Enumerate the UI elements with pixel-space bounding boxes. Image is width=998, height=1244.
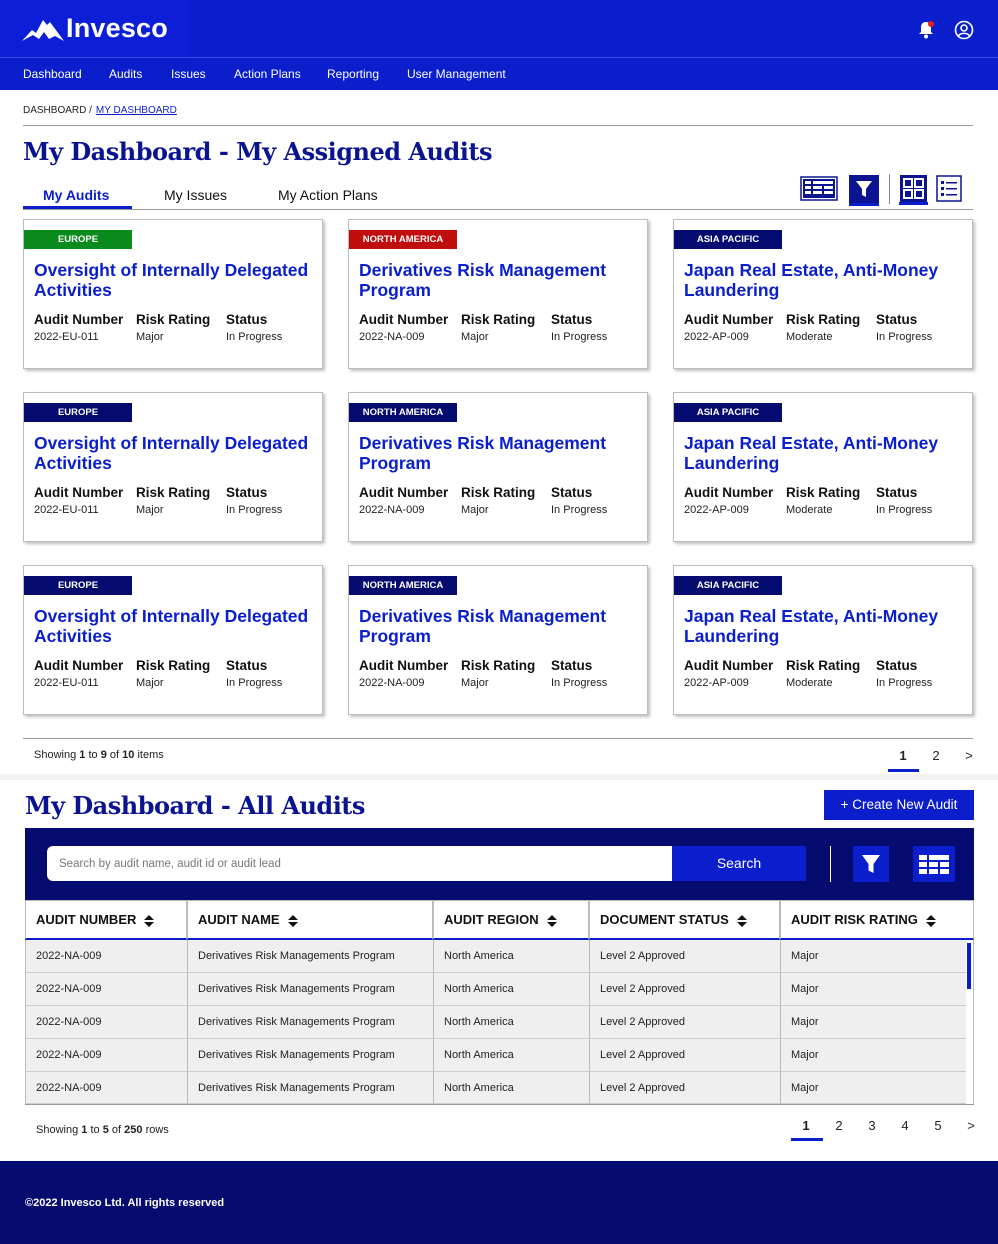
status-value: In Progress bbox=[551, 331, 608, 343]
risk-rating-value: Major bbox=[461, 331, 489, 343]
sort-icon[interactable] bbox=[144, 915, 154, 927]
table-right-border bbox=[973, 940, 974, 1105]
audit-number-label: Audit Number bbox=[34, 658, 124, 673]
status-label: Status bbox=[226, 485, 268, 500]
audit-number-value: 2022-NA-009 bbox=[359, 504, 425, 516]
audit-number-value: 2022-AP-009 bbox=[684, 331, 749, 343]
region-badge: ASIA PACIFIC bbox=[674, 230, 782, 249]
audit-number-value: 2022-NA-009 bbox=[359, 331, 425, 343]
status-label: Status bbox=[876, 658, 918, 673]
table-current-page-indicator bbox=[791, 1138, 823, 1141]
table-cell-audit-risk-rating: Major bbox=[780, 1006, 966, 1039]
showing-total: 250 bbox=[124, 1124, 143, 1136]
column-header-audit-name[interactable] bbox=[187, 900, 433, 940]
column-header-label: AUDIT RISK RATING bbox=[791, 912, 918, 927]
risk-rating-label: Risk Rating bbox=[786, 485, 861, 500]
nav-action-plans[interactable]: Action Plans bbox=[234, 67, 301, 81]
region-badge: ASIA PACIFIC bbox=[674, 403, 782, 422]
risk-rating-label: Risk Rating bbox=[136, 485, 211, 500]
top-header bbox=[0, 0, 998, 57]
audit-card[interactable] bbox=[673, 565, 973, 715]
risk-rating-value: Moderate bbox=[786, 331, 833, 343]
audit-number-value: 2022-EU-011 bbox=[34, 677, 99, 689]
nav-audits[interactable]: Audits bbox=[109, 67, 143, 81]
status-label: Status bbox=[226, 312, 268, 327]
grid-view-active-indicator bbox=[899, 202, 928, 205]
risk-rating-value: Major bbox=[136, 504, 164, 516]
user-circle-icon[interactable] bbox=[954, 20, 974, 40]
table-cell-audit-risk-rating: Major bbox=[780, 940, 966, 973]
audit-number-label: Audit Number bbox=[359, 485, 449, 500]
audit-card[interactable] bbox=[23, 565, 323, 715]
tab-my-audits[interactable]: My Audits bbox=[43, 187, 110, 203]
table-cell-audit-number: 2022-NA-009 bbox=[25, 940, 187, 973]
region-badge: EUROPE bbox=[24, 403, 132, 422]
region-badge: NORTH AMERICA bbox=[349, 230, 457, 249]
page-2-button[interactable]: 2 bbox=[932, 748, 940, 763]
table-cell-document-status: Level 2 Approved bbox=[589, 1006, 780, 1039]
table-cell-audit-number: 2022-NA-009 bbox=[25, 1072, 187, 1104]
list-view-icon[interactable] bbox=[936, 175, 962, 202]
table-page-5-button[interactable]: 5 bbox=[934, 1118, 942, 1133]
table-next-page-button[interactable]: > bbox=[967, 1118, 975, 1133]
audit-card[interactable] bbox=[23, 219, 323, 369]
status-label: Status bbox=[551, 485, 593, 500]
risk-rating-label: Risk Rating bbox=[786, 312, 861, 327]
column-header-document-status[interactable] bbox=[589, 900, 780, 940]
region-badge: EUROPE bbox=[24, 230, 132, 249]
table-cell-audit-region: North America bbox=[433, 973, 589, 1006]
table-page-4-button[interactable]: 4 bbox=[901, 1118, 909, 1133]
audit-title-link[interactable]: Derivatives Risk Management Program bbox=[359, 260, 607, 300]
audit-number-label: Audit Number bbox=[684, 658, 774, 673]
create-new-audit-button[interactable]: + Create New Audit bbox=[824, 790, 974, 820]
bell-icon[interactable] bbox=[916, 20, 936, 40]
risk-rating-value: Major bbox=[461, 504, 489, 516]
nav-issues[interactable]: Issues bbox=[171, 67, 206, 81]
risk-rating-label: Risk Rating bbox=[461, 485, 536, 500]
cards-divider bbox=[23, 738, 973, 739]
audit-card[interactable] bbox=[348, 565, 648, 715]
table-bottom-border bbox=[25, 1104, 974, 1105]
showing-from: 1 bbox=[79, 749, 86, 761]
nav-reporting[interactable]: Reporting bbox=[327, 67, 380, 81]
showing-suffix: rows bbox=[145, 1124, 169, 1136]
column-header-label: DOCUMENT STATUS bbox=[600, 912, 729, 927]
audit-title-link[interactable]: Japan Real Estate, Anti-Money Laundering bbox=[684, 433, 939, 473]
section-separator bbox=[0, 774, 998, 780]
table-scrollbar[interactable] bbox=[967, 943, 971, 989]
risk-rating-label: Risk Rating bbox=[461, 312, 536, 327]
breadcrumb bbox=[23, 105, 177, 116]
audit-card[interactable] bbox=[348, 219, 648, 369]
table-cell-audit-region: North America bbox=[433, 940, 589, 973]
page-1-button[interactable]: 1 bbox=[899, 748, 907, 763]
risk-rating-value: Major bbox=[136, 331, 164, 343]
table-cell-document-status: Level 2 Approved bbox=[589, 1072, 780, 1104]
table-view-icon[interactable] bbox=[913, 846, 955, 882]
table-cell-audit-number: 2022-NA-009 bbox=[25, 973, 187, 1006]
risk-rating-label: Risk Rating bbox=[136, 312, 211, 327]
table-page-3-button[interactable]: 3 bbox=[868, 1118, 876, 1133]
region-badge: EUROPE bbox=[24, 576, 132, 595]
risk-rating-value: Moderate bbox=[786, 677, 833, 689]
search-panel bbox=[25, 828, 974, 900]
search-button[interactable]: Search bbox=[672, 846, 806, 881]
footer bbox=[0, 1161, 998, 1244]
risk-rating-label: Risk Rating bbox=[461, 658, 536, 673]
audit-number-label: Audit Number bbox=[359, 658, 449, 673]
tab-my-action-plans[interactable]: My Action Plans bbox=[278, 187, 378, 203]
audit-number-label: Audit Number bbox=[359, 312, 449, 327]
column-header-label: AUDIT NUMBER bbox=[36, 912, 137, 927]
audit-number-label: Audit Number bbox=[34, 485, 124, 500]
table-cell-audit-name: Derivatives Risk Managements Program bbox=[187, 1072, 433, 1104]
audit-number-value: 2022-EU-011 bbox=[34, 504, 99, 516]
filter-icon[interactable] bbox=[849, 175, 879, 203]
table-cell-audit-region: North America bbox=[433, 1006, 589, 1039]
next-page-button[interactable]: > bbox=[965, 748, 973, 763]
audit-search-input[interactable] bbox=[47, 846, 673, 881]
showing-total: 10 bbox=[122, 749, 135, 761]
table-cell-audit-name: Derivatives Risk Managements Program bbox=[187, 1006, 433, 1039]
audit-card[interactable] bbox=[23, 392, 323, 542]
table-cell-audit-number: 2022-NA-009 bbox=[25, 1039, 187, 1072]
brand-name: Invesco bbox=[66, 13, 168, 43]
audit-number-value: 2022-AP-009 bbox=[684, 677, 749, 689]
audit-title-link[interactable]: Japan Real Estate, Anti-Money Laundering bbox=[684, 606, 939, 646]
table-cell-audit-name: Derivatives Risk Managements Program bbox=[187, 940, 433, 973]
status-value: In Progress bbox=[226, 331, 283, 343]
items-count bbox=[34, 749, 164, 761]
table-cell-document-status: Level 2 Approved bbox=[589, 973, 780, 1006]
audit-title-link[interactable]: Derivatives Risk Management Program bbox=[359, 433, 607, 473]
status-label: Status bbox=[226, 658, 268, 673]
audit-title-link[interactable]: Oversight of Internally Delegated Activities bbox=[34, 606, 309, 646]
region-badge: ASIA PACIFIC bbox=[674, 576, 782, 595]
search-panel-divider bbox=[830, 846, 831, 882]
filter-active-indicator bbox=[849, 203, 879, 206]
showing-prefix: Showing bbox=[36, 1124, 79, 1136]
table-cell-audit-name: Derivatives Risk Managements Program bbox=[187, 973, 433, 1006]
risk-rating-value: Major bbox=[136, 677, 164, 689]
table-cell-document-status: Level 2 Approved bbox=[589, 1039, 780, 1072]
showing-of-word: of bbox=[111, 1124, 122, 1136]
showing-to-word: to bbox=[88, 749, 98, 761]
table-page-1-button[interactable]: 1 bbox=[802, 1118, 810, 1133]
column-header-audit-number[interactable] bbox=[25, 900, 187, 940]
status-label: Status bbox=[551, 312, 593, 327]
status-value: In Progress bbox=[876, 504, 933, 516]
audit-number-value: 2022-AP-009 bbox=[684, 504, 749, 516]
risk-rating-value: Major bbox=[461, 677, 489, 689]
region-badge: NORTH AMERICA bbox=[349, 576, 457, 595]
showing-to-word: to bbox=[90, 1124, 100, 1136]
status-label: Status bbox=[876, 485, 918, 500]
column-header-label: AUDIT REGION bbox=[444, 912, 539, 927]
showing-from: 1 bbox=[81, 1124, 88, 1136]
sort-icon[interactable] bbox=[737, 915, 747, 927]
region-badge: NORTH AMERICA bbox=[349, 403, 457, 422]
table-cell-audit-risk-rating: Major bbox=[780, 973, 966, 1006]
tabs-divider bbox=[23, 209, 973, 210]
status-label: Status bbox=[876, 312, 918, 327]
audit-title-link[interactable]: Japan Real Estate, Anti-Money Laundering bbox=[684, 260, 939, 300]
risk-rating-value: Moderate bbox=[786, 504, 833, 516]
tab-my-issues[interactable]: My Issues bbox=[164, 187, 228, 203]
breadcrumb-root[interactable]: DASHBOARD / bbox=[23, 105, 92, 116]
table-cell-document-status: Level 2 Approved bbox=[589, 940, 780, 973]
risk-rating-label: Risk Rating bbox=[136, 658, 211, 673]
status-value: In Progress bbox=[876, 331, 933, 343]
current-page-indicator bbox=[888, 769, 919, 772]
all-audits-title: My Dashboard - All Audits bbox=[25, 791, 365, 820]
brand-logo[interactable] bbox=[0, 0, 190, 57]
audit-number-label: Audit Number bbox=[684, 485, 774, 500]
showing-to: 5 bbox=[102, 1124, 109, 1136]
audit-number-label: Audit Number bbox=[34, 312, 124, 327]
audit-title-link[interactable]: Oversight of Internally Delegated Activities bbox=[34, 260, 309, 300]
sort-icon[interactable] bbox=[547, 915, 557, 927]
status-label: Status bbox=[551, 658, 593, 673]
column-header-audit-risk-rating[interactable] bbox=[780, 900, 974, 940]
status-value: In Progress bbox=[876, 677, 933, 689]
status-value: In Progress bbox=[551, 504, 608, 516]
sort-icon[interactable] bbox=[288, 915, 298, 927]
table-view-icon[interactable] bbox=[800, 176, 838, 201]
breadcrumb-current[interactable]: MY DASHBOARD bbox=[95, 105, 177, 116]
status-value: In Progress bbox=[551, 677, 608, 689]
audit-card[interactable] bbox=[673, 392, 973, 542]
column-header-audit-region[interactable] bbox=[433, 900, 589, 940]
audit-card[interactable] bbox=[348, 392, 648, 542]
divider bbox=[23, 125, 973, 126]
copyright-text: ©2022 Invesco Ltd. All rights reserved bbox=[25, 1197, 225, 1209]
nav-dashboard[interactable]: Dashboard bbox=[23, 67, 82, 81]
invesco-mountain-logo-icon bbox=[22, 16, 64, 42]
page-title: My Dashboard - My Assigned Audits bbox=[23, 137, 492, 166]
status-value: In Progress bbox=[226, 677, 283, 689]
status-value: In Progress bbox=[226, 504, 283, 516]
main-nav bbox=[0, 57, 998, 90]
audit-title-link[interactable]: Oversight of Internally Delegated Activities bbox=[34, 433, 309, 473]
table-cell-audit-region: North America bbox=[433, 1039, 589, 1072]
risk-rating-label: Risk Rating bbox=[786, 658, 861, 673]
view-divider bbox=[889, 174, 890, 204]
audit-number-value: 2022-EU-011 bbox=[34, 331, 99, 343]
nav-user-management[interactable]: User Management bbox=[407, 67, 506, 81]
audit-number-value: 2022-NA-009 bbox=[359, 677, 425, 689]
table-page-2-button[interactable]: 2 bbox=[835, 1118, 843, 1133]
showing-of-word: of bbox=[109, 749, 120, 761]
showing-prefix: Showing bbox=[34, 749, 77, 761]
audit-card[interactable] bbox=[673, 219, 973, 369]
table-cell-audit-name: Derivatives Risk Managements Program bbox=[187, 1039, 433, 1072]
audit-title-link[interactable]: Derivatives Risk Management Program bbox=[359, 606, 607, 646]
column-header-label: AUDIT NAME bbox=[198, 912, 280, 927]
showing-to: 9 bbox=[100, 749, 107, 761]
table-cell-audit-region: North America bbox=[433, 1072, 589, 1104]
sort-icon[interactable] bbox=[926, 915, 936, 927]
table-cell-audit-number: 2022-NA-009 bbox=[25, 1006, 187, 1039]
audit-number-label: Audit Number bbox=[684, 312, 774, 327]
grid-view-icon[interactable] bbox=[900, 175, 927, 202]
filter-icon[interactable] bbox=[853, 846, 889, 882]
rows-count bbox=[36, 1124, 169, 1136]
table-cell-audit-risk-rating: Major bbox=[780, 1039, 966, 1072]
table-cell-audit-risk-rating: Major bbox=[780, 1072, 966, 1104]
showing-suffix: items bbox=[137, 749, 164, 761]
